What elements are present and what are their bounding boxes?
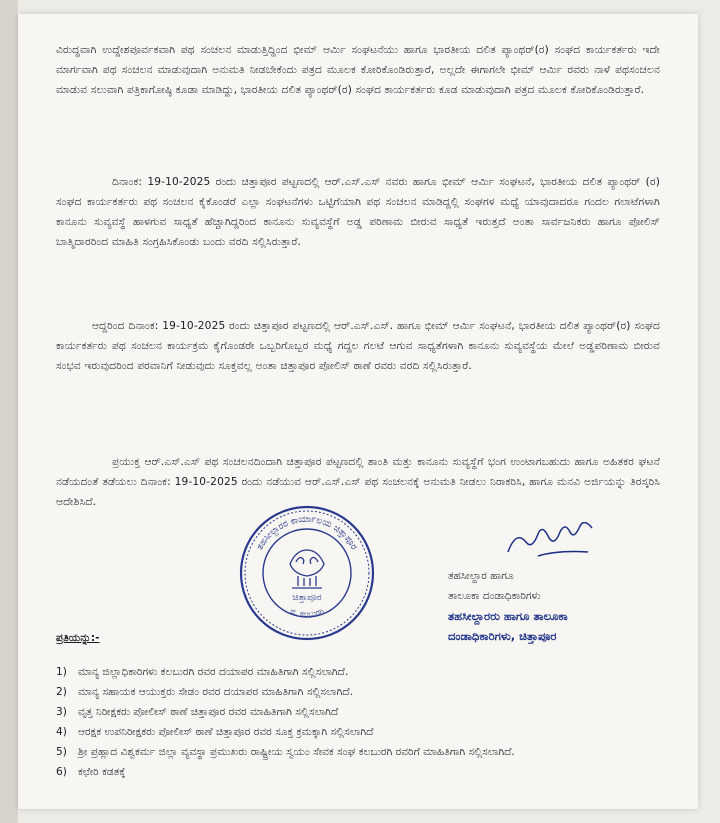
copies-section [56, 628, 100, 648]
list-item-text: ವೃತ್ತ ನಿರೀಕ್ಷಕರು ಪೋಲೀಸ್ ಠಾಣೆ ಚಿತ್ತಾಪೂರ ರವರ ಮಾಹಿತಿಗಾಗಿ ಸಲ್ಲಿಸಲಾಗಿದೆ [78, 706, 339, 718]
signature-block [448, 522, 678, 646]
document-page [18, 14, 698, 809]
list-item-text: ಮಾನ್ಯ ಸಹಾಯಕ ಆಯುಕ್ತರು ಸೇಡಂ ರವರ ದಯಾಪರ ಮಾಹಿತಿಗಾಗಿ ಸಲ್ಲಿಸಲಾಗಿದೆ. [78, 686, 354, 698]
list-item-number: 5) [56, 746, 67, 758]
seal-outer-text: ತಹಸೀಲ್ದಾರರ ಕಾರ್ಯಾಲಯ ಚಿತ್ತಾಪೂರ [255, 514, 359, 552]
paragraph-4 [56, 452, 660, 512]
list-item-number: 2) [56, 686, 67, 698]
list-item-number: 4) [56, 726, 67, 738]
list-item-text: ಶ್ರೀ ಪ್ರಹ್ಲಾದ ವಿಶ್ವಕರ್ಮ ಜಿಲ್ಲಾ ವ್ಯವಸ್ಥಾ ಪ್ರಮುಖರು ರಾಷ್ಟ್ರೀಯ ಸ್ವಯಂ ಸೇವಕ ಸಂಘ ಕಲಬುರಗಿ ರವರಿಗೆ ಮಾಹಿತಿಗಾಗಿ ಸಲ್ಲಿಸಲಾಗಿದೆ. [78, 746, 515, 758]
signature-icon [498, 522, 618, 562]
paragraph-2-text: ದಿನಾಂಕ: 19-10-2025 ರಂದು ಚಿತ್ತಾಪೂರ ಪಟ್ಟಣದಲ್ಲಿ ಆರ್.ಎಸ್.ಎಸ್ ನವರು ಹಾಗೂ ಭೀಮ್ ಆರ್ಮಿ ಸಂಘಟನೆ, ಭಾರತೀಯ ದಲಿತ ಪ್ಯಾಂಥರ್ (ರ) ಸಂಘದ ಕಾರ್ಯಕರ್ತರು ಪಥ ಸಂಚಲನ ಕೈಕೊಂಡರೆ ಎಲ್ಲಾ ಸಂಘಟನೆಗಳು ಒಟ್ಟಿಗೆಯಾಗಿ ಪಥ ಸಂಚಲನ ಮಾಡಿದ್ದಲ್ಲಿ ಸಂಘಗಳ ಮಧ್ಯೆ ಯಾವುದಾದರೂ ಗಂದಲ ಗಲಾಟೆಗಳಾಗಿ ಕಾನೂನು ಸುವ್ಯವಸ್ಥೆ ಹಾಳಗುವ ಸಾಧ್ಯತೆ ಹೆಚ್ಚಾಗಿದ್ದರಿಂದ ಕಾನೂನು ಸುವ್ಯವಸ್ಥೆಗೆ ಅಡ್ಡ ಪರಿಣಾಮ ಬೀರುವ ಸಾಧ್ಯತೆ ಇರುತ್ತದೆ ಅಂತಾ ಸಾರ್ವಜನಿಕರು ಹಾಗೂ ಪೋಲಿಸ್ ಬಾತ್ಮಿದಾರರಿಂದ ಮಾಹಿತಿ ಸಂಗ್ರಹಿಸಿಕೊಂಡು ಬಂದು ವರದಿ ಸಲ್ಲಿಸಿರುತ್ತಾರೆ. [56, 176, 660, 248]
list-item [56, 702, 686, 722]
designation-line-1: ತಹಸೀಲ್ದಾರ ಹಾಗೂ [448, 570, 514, 582]
seal-bottom-text: ಜಿ. ಕಲಬುರಗಿ [288, 606, 326, 619]
list-item-text: ಕಛೇರಿ ಕಡತಕ್ಕೆ [78, 766, 126, 778]
seal-center-text: ಚಿತ್ತಾಪೂರ [292, 593, 322, 603]
list-item [56, 722, 686, 742]
svg-text:ಜಿ. ಕಲಬುರಗಿ [289, 606, 326, 618]
list-item [56, 682, 686, 702]
paragraph-4-text: ಪ್ರಯುಕ್ತ ಆರ್.ಎಸ್.ಎಸ್ ಪಥ ಸಂಚಲನದಿಂದಾಗಿ ಚಿತ್ತಾಪೂರ ಪಟ್ಟಣದಲ್ಲಿ ಶಾಂತಿ ಮತ್ತು ಕಾನೂನು ಸುವ್ಯಸ್ಥೆಗೆ ಭಂಗ ಉಂಟಾಗಬಹುದು ಹಾಗೂ ಅಹಿತಕರ ಘಟನೆ ನಡೆಯದಂತೆ ತಡೆಯಲು ದಿನಾಂಕ: 19-10-2025 ರಂದು ನಡೆಯುವ ಆರ್.ಎಸ್.ಎಸ್ ಪಥ ಸಂಚಲನಕ್ಕೆ ಅನುಮತಿ ನೀಡಲು ನಿರಾಕರಿಸಿ, ಹಾಗೂ ಮನವಿ ಅರ್ಜಿಯನ್ನು ತಿರಸ್ಕರಿಸಿ ಆದೇಶಿಸಿದೆ. [56, 456, 660, 508]
list-item-text: ಆರಕ್ಷಕ ಉಪನಿರೀಕ್ಷಕರು ಪೋಲೀಸ್ ಠಾಣೆ ಚಿತ್ತಾಪೂರ ರವರ ಸೂಕ್ತ ಕ್ರಮಕ್ಕಾಗಿ ಸಲ್ಲಿಸಲಾಗಿದೆ [78, 726, 374, 738]
paragraph-2 [56, 172, 660, 252]
list-item [56, 762, 686, 782]
copies-heading: ಪ್ರತಿಯನ್ನು:- [56, 632, 100, 644]
paragraph-3 [56, 316, 660, 376]
svg-text:ತಹಸೀಲ್ದಾರರ ಕಾರ್ಯಾಲಯ ಚಿತ್ತಾಪೂರ [255, 515, 359, 552]
page-edge-shadow [0, 0, 18, 823]
emblem-icon [290, 550, 324, 588]
list-item-number: 6) [56, 766, 67, 778]
list-item-number: 3) [56, 706, 67, 718]
paragraph-3-text: ಆದ್ದರಿಂದ ದಿನಾಂಕ: 19-10-2025 ರಂದು ಚಿತ್ತಾಪೂರ ಪಟ್ಟಣದಲ್ಲಿ ಆರ್.ಎಸ್.ಎಸ್. ಹಾಗೂ ಭೀಮ್ ಆರ್ಮಿ ಸಂಘಟನೆ, ಭಾರತೀಯ ದಲಿತ ಪ್ಯಾಂಥರ್(ರ) ಸಂಘದ ಕಾರ್ಯಕರ್ತರು ಪಥ ಸಂಚಲನ ಕಾರ್ಯಕ್ರಮ ಕೈಗೊಂಡರೇ ಒಬ್ಬರಿಗೊಬ್ಬರ ಮಧ್ಯೆ ಗದ್ದಲ ಗಲಟೆ ಆಗುವ ಸಾಧ್ಯತೆಗಳಾಗಿ ಕಾನೂನು ಸುವ್ಯವಸ್ಥೆಯ ಮೇಲೆ ಅಡ್ಡಪರಿಣಾಮ ಬೀರುವ ಸಂಭವ ಇರುವುದರಿಂದ ಪರವಾನಿಗೆ ನೀಡುವುದು ಸೂಕ್ತವಲ್ಲ ಅಂತಾ ಚಿತ್ತಾಪೂರ ಪೋಲಿಸ್ ಠಾಣೆ ರವರು ವರದಿ ಸಲ್ಲಿಸಿರುತ್ತಾರೆ. [56, 320, 660, 372]
list-item-text: ಮಾನ್ಯ ಜಿಲ್ಲಾಧಿಕಾರಿಗಳು ಕಲಬುರಗಿ ರವರ ದಯಾಪರ ಮಾಹಿತಿಗಾಗಿ ಸಲ್ಲಿಸಲಾಗಿದೆ. [78, 666, 349, 678]
list-item [56, 742, 686, 762]
copies-list [56, 662, 686, 782]
paragraph-1-text: ವಿರುದ್ಧವಾಗಿ ಉದ್ದೇಶಪೂರ್ವಕವಾಗಿ ಪಥ ಸಂಚಲನ ಮಾಡುತ್ತಿದ್ದಿಂದ ಭೀಮ್ ಆರ್ಮಿ ಸಂಘಟನೆಯು ಹಾಗೂ ಭಾರತೀಯ ದಲಿತ ಪ್ಯಾಂಥರ್(ರ) ಸಂಘದ ಕಾರ್ಯಕರ್ತರು ಇದೇ ಮಾರ್ಗವಾಗಿ ಪಥ ಸಂಚಲನ ಮಾಡುವುದಾಗಿ ಅನುಮತಿ ನೀಡಬೇಕೆಂದು ಪತ್ರದ ಮೂಲಕ ಕೋರಿಕೊಂಡಿರುತ್ತಾರೆ, ಅಲ್ಲದೇ ಈಗಾಗಲೇ ಭೀಮ್ ಆರ್ಮಿ ರವರು ನಾಳೆ ಪಥಸಂಚಲನ ಮಾಡುವ ಸಲುವಾಗಿ ಪತ್ರಿಕಾಗೋಷ್ಠಿ ಕೂಡಾ ಮಾಡಿದ್ದು, ಭಾರತೀಯ ದಲಿತ ಪ್ಯಾಂಥರ್(ರ) ಸಂಘದ ಕಾರ್ಯಕರ್ತರು ಕೂಡ ಮಾಡುವುದಾಗಿ ಪತ್ರದ ಮೂಲಕ ಕೋರಿಕೊಂಡಿರುತ್ತಾರೆ. [56, 44, 660, 96]
stamp-line-2: ದಂಡಾಧಿಕಾರಿಗಳು, ಚಿತ್ತಾಪೂರ [448, 629, 557, 643]
designation-line-2: ತಾಲೂಕಾ ದಂಡಾಧಿಕಾರಿಗಳು [448, 590, 541, 602]
official-seal [238, 504, 376, 642]
paragraph-1 [56, 40, 660, 100]
list-item-number: 1) [56, 666, 67, 678]
stamp-line-1: ತಹಸೀಲ್ದಾರರು ಹಾಗೂ ತಾಲೂಕಾ [448, 609, 568, 623]
list-item [56, 662, 686, 682]
